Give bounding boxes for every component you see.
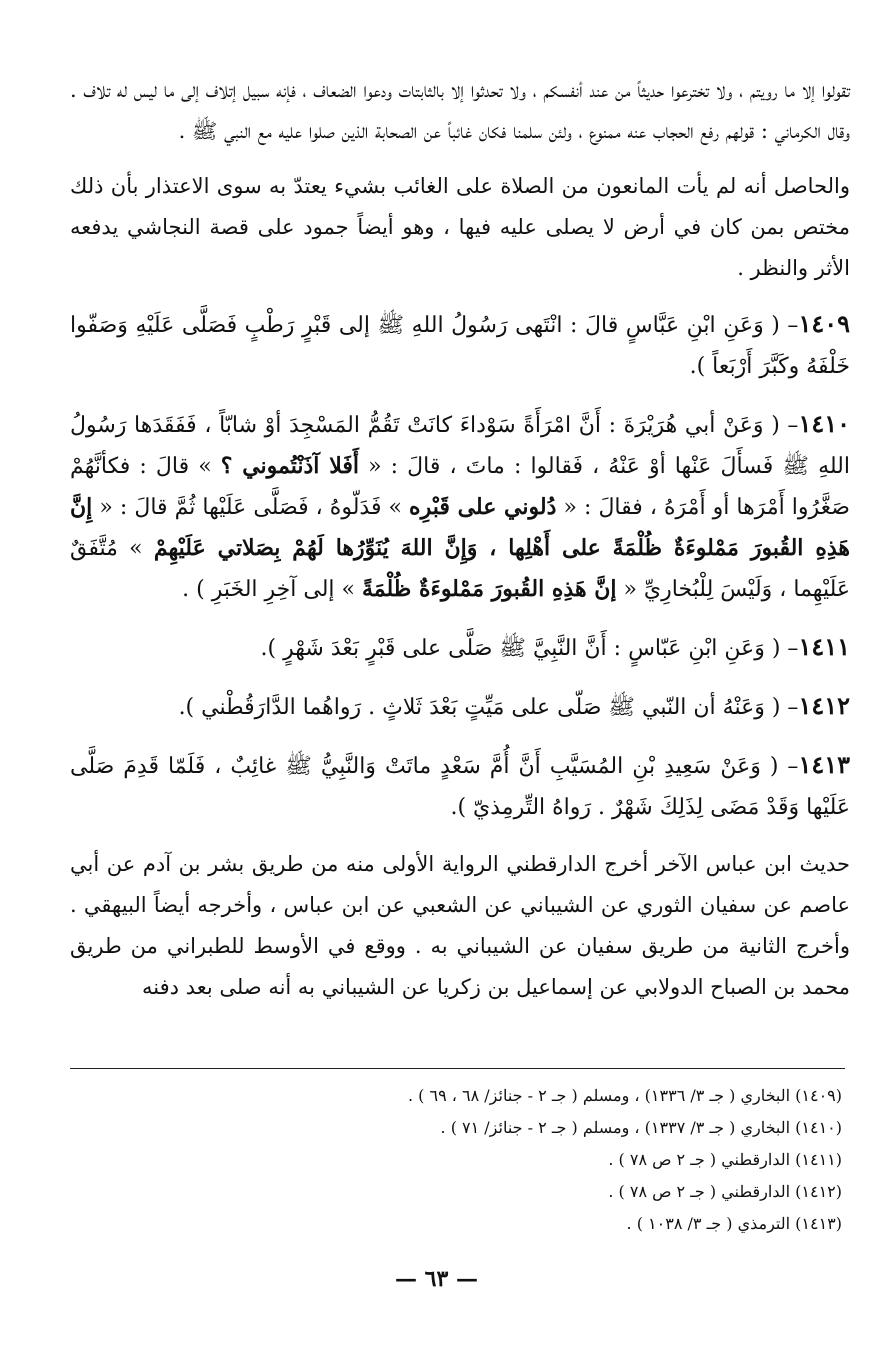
footnote-divider	[70, 1068, 845, 1069]
hadith-text: » إلى آخِرِ الخَبَرِ ) .	[182, 577, 355, 602]
page-number: — ٦٣ —	[395, 1266, 478, 1292]
hadith-text: ( وَعَنْ أبي هُرَيْرَةَ : أَنَّ امْرَأَةً سَوْداءَ كانَتْ تَقُمُّ المَسْجِدَ أوْ شابّاً ، فَفَقَدَها رَسُولُ اللهِ ﷺ فَسأَلَ عَنْها أوْ عَنْهُ ، فَقالوا : ماتَ ، قالَ : «	[70, 413, 850, 479]
page-body	[70, 70, 850, 1022]
hadith-quote: إنَّ هَذِهِ القُبورَ مَمْلوءَةٌ ظُلْمَةً	[361, 576, 617, 602]
intro-paragraph-1: تقولوا إلا ما رويتم ، ولا تخترعوا حديثاً من عند أنفسكم ، ولا تحدثوا إلا بالثابتات ودعوا الضعاف ، فإنه سبيل إتلاف إلى ما ليس له تلاف . وقال الكرماني : قولهم رفع الحجاب عنه ممنوع ، ولئن سلمنا فكان غائباً عن الصحابة الذين صلوا عليه مع النبي ﷺ .	[70, 78, 850, 143]
hadith-quote: أَفَلا آذَنْتُموني ؟	[220, 453, 359, 479]
hadith-text: » فَدَلّوهُ ، فَصَلَّى عَلَيْها ثُمَّ قالَ : «	[99, 495, 402, 520]
hadith-text: ( وَعَنِ ابْنِ عَبّاسٍ : أَنَّ النَّبِيَّ ﷺ صَلَّى على قَبْرٍ بَعْدَ شَهْرٍ ).	[260, 636, 781, 661]
hadith-number: ١٤١٢	[798, 691, 850, 720]
hadith-text: ( وَعَنْهُ أن النّبي ﷺ صَلّى على مَيِّتٍ بَعْدَ ثَلاثٍ . رَواهُما الدَّارَقُطْني ).	[178, 695, 781, 720]
footnote-1413: (١٤١٣) الترمذي ( جـ ٣/ ١٠٣٨ ) .	[626, 1214, 842, 1233]
hadith-number: ١٤١٣	[798, 750, 850, 779]
hadith-quote: إِنَّ هَذِهِ القُبورَ مَمْلوءَةٌ ظُلْمَةً على أَهْلِها ، وَإِنَّ اللهَ يُنَوِّرُها لَهُمْ بِصَلاتي عَلَيْهِمْ	[70, 494, 850, 561]
footnote-1411: (١٤١١) الدارقطني ( جـ ٢ ص ٧٨ ) .	[608, 1150, 842, 1169]
hadith-1412: ١٤١٢– ( وَعَنْهُ أن النّبي ﷺ صَلّى على مَيِّتٍ بَعْدَ ثَلاثٍ . رَواهُما الدَّارَقُطْني ).	[178, 691, 850, 720]
footnote-1410: (١٤١٠) البخاري ( جـ ٣/ ١٣٣٧) ، ومسلم ( جـ ٢ - جنائز/ ٧١ ) .	[440, 1118, 842, 1137]
hadith-1413: ١٤١٣– ( وَعَنْ سَعِيدِ بْنِ المُسَيَّبِ أَنَّ أُمَّ سَعْدٍ ماتَتْ وَالنَّبِيُّ ﷺ غائِبٌ ، فَلَمّا قَدِمَ صَلَّى عَلَيْها وَقَدْ مَضَى لِذَلِكَ شَهْرٌ . رَواهُ التِّرمِذيّ ).	[70, 750, 850, 820]
footnote-1409: (١٤٠٩) البخاري ( جـ ٣/ ١٣٣٦) ، ومسلم ( جـ ٢ - جنائز/ ٦٨ ، ٦٩ ) .	[407, 1086, 842, 1105]
hadith-number: ١٤٠٩	[798, 309, 850, 338]
hadith-text: ( وَعَنِ ابْنِ عَبَّاسٍ قالَ : انْتَهى رَسُولُ اللهِ ﷺ إلى قَبْرٍ رَطْبٍ فَصَلَّى عَلَيْهِ وَصَفّوا خَلْفَهُ وكَبَّرَ أَرْبَعاً ).	[70, 313, 850, 379]
commentary-paragraph: حديث ابن عباس الآخر أخرج الدارقطني الرواية الأولى منه من طريق بشر بن آدم عن أبي عاصم عن سفيان الثوري عن الشيباني عن الشعبي عن ابن عباس ، وأخرجه أيضاً البيهقي . وأخرج الثانية من طريق سفيان عن الشيباني به . ووقع في الأوسط للطبراني من طريق محمد بن الصباح الدولابي عن إسماعيل بن زكريا عن الشيباني به أنه صلى بعد دفنه	[70, 852, 850, 999]
hadith-text: ( وَعَنْ سَعِيدِ بْنِ المُسَيَّبِ أَنَّ أُمَّ سَعْدٍ ماتَتْ وَالنَّبِيُّ ﷺ غائِبٌ ، فَلَمّا قَدِمَ صَلَّى عَلَيْها وَقَدْ مَضَى لِذَلِكَ شَهْرٌ . رَواهُ التِّرمِذيّ ).	[70, 754, 850, 820]
hadith-quote: دُلوني على قَبْرِه	[409, 494, 557, 520]
hadith-1411: ١٤١١– ( وَعَنِ ابْنِ عَبّاسٍ : أَنَّ النَّبِيَّ ﷺ صَلَّى على قَبْرٍ بَعْدَ شَهْرٍ ).	[260, 632, 850, 661]
footnotes	[70, 1080, 842, 1240]
footnote-1412: (١٤١٢) الدارقطني ( جـ ٢ ص ٧٨ ) .	[608, 1182, 842, 1201]
hadith-text: » مُتَّفَقٌ عَلَيْهِما ، وَلَيْسَ لِلْبُخارِيِّ «	[70, 536, 850, 602]
hadith-1410: ١٤١٠– ( وَعَنْ أبي هُرَيْرَةَ : أَنَّ امْرَأَةً سَوْداءَ كانَتْ تَقُمُّ المَسْجِدَ أوْ شابّاً ، فَفَقَدَها رَسُولُ اللهِ ﷺ فَسأَلَ عَنْها أوْ عَنْهُ ، فَقالوا : ماتَ ، قالَ : « أَفَلا آذَنْتُموني ؟ » قالَ : فكأنَّهُمْ صَغَّرُوا أَمْرَها أو أَمْرَهُ ، فقالَ : « دُلوني على قَبْرِه » فَدَلّوهُ ، فَصَلَّى عَلَيْها ثُمَّ قالَ : « إِنَّ هَذِهِ القُبورَ مَمْلوءَةٌ ظُلْمَةً على أَهْلِها ، وَإِنَّ اللهَ يُنَوِّرُها لَهُمْ بِصَلاتي عَلَيْهِمْ » مُتَّفَقٌ عَلَيْهِما ، وَلَيْسَ لِلْبُخارِيِّ « إنَّ هَذِهِ القُبورَ مَمْلوءَةٌ ظُلْمَةً » إلى آخِرِ الخَبَرِ ) .	[70, 409, 850, 602]
hadith-number: ١٤١٠	[798, 409, 850, 438]
hadith-1409: ١٤٠٩– ( وَعَنِ ابْنِ عَبَّاسٍ قالَ : انْتَهى رَسُولُ اللهِ ﷺ إلى قَبْرٍ رَطْبٍ فَصَلَّى عَلَيْهِ وَصَفّوا خَلْفَهُ وكَبَّرَ أَرْبَعاً ).	[70, 309, 850, 379]
hadith-number: ١٤١١	[798, 632, 850, 661]
intro-paragraph-2: والحاصل أنه لم يأت المانعون من الصلاة على الغائب بشيء يعتدّ به سوى الاعتذار بأن ذلك مختص بمن كان في أرض لا يصلى عليه فيها ، وهو أيضاً جمود على قصة النجاشي يدفعه الأثر والنظر .	[70, 174, 850, 280]
hadith-text: » قالَ : فكأنَّهُمْ صَغَّرُوا أَمْرَها أو أَمْرَهُ ، فقالَ : «	[70, 454, 850, 520]
